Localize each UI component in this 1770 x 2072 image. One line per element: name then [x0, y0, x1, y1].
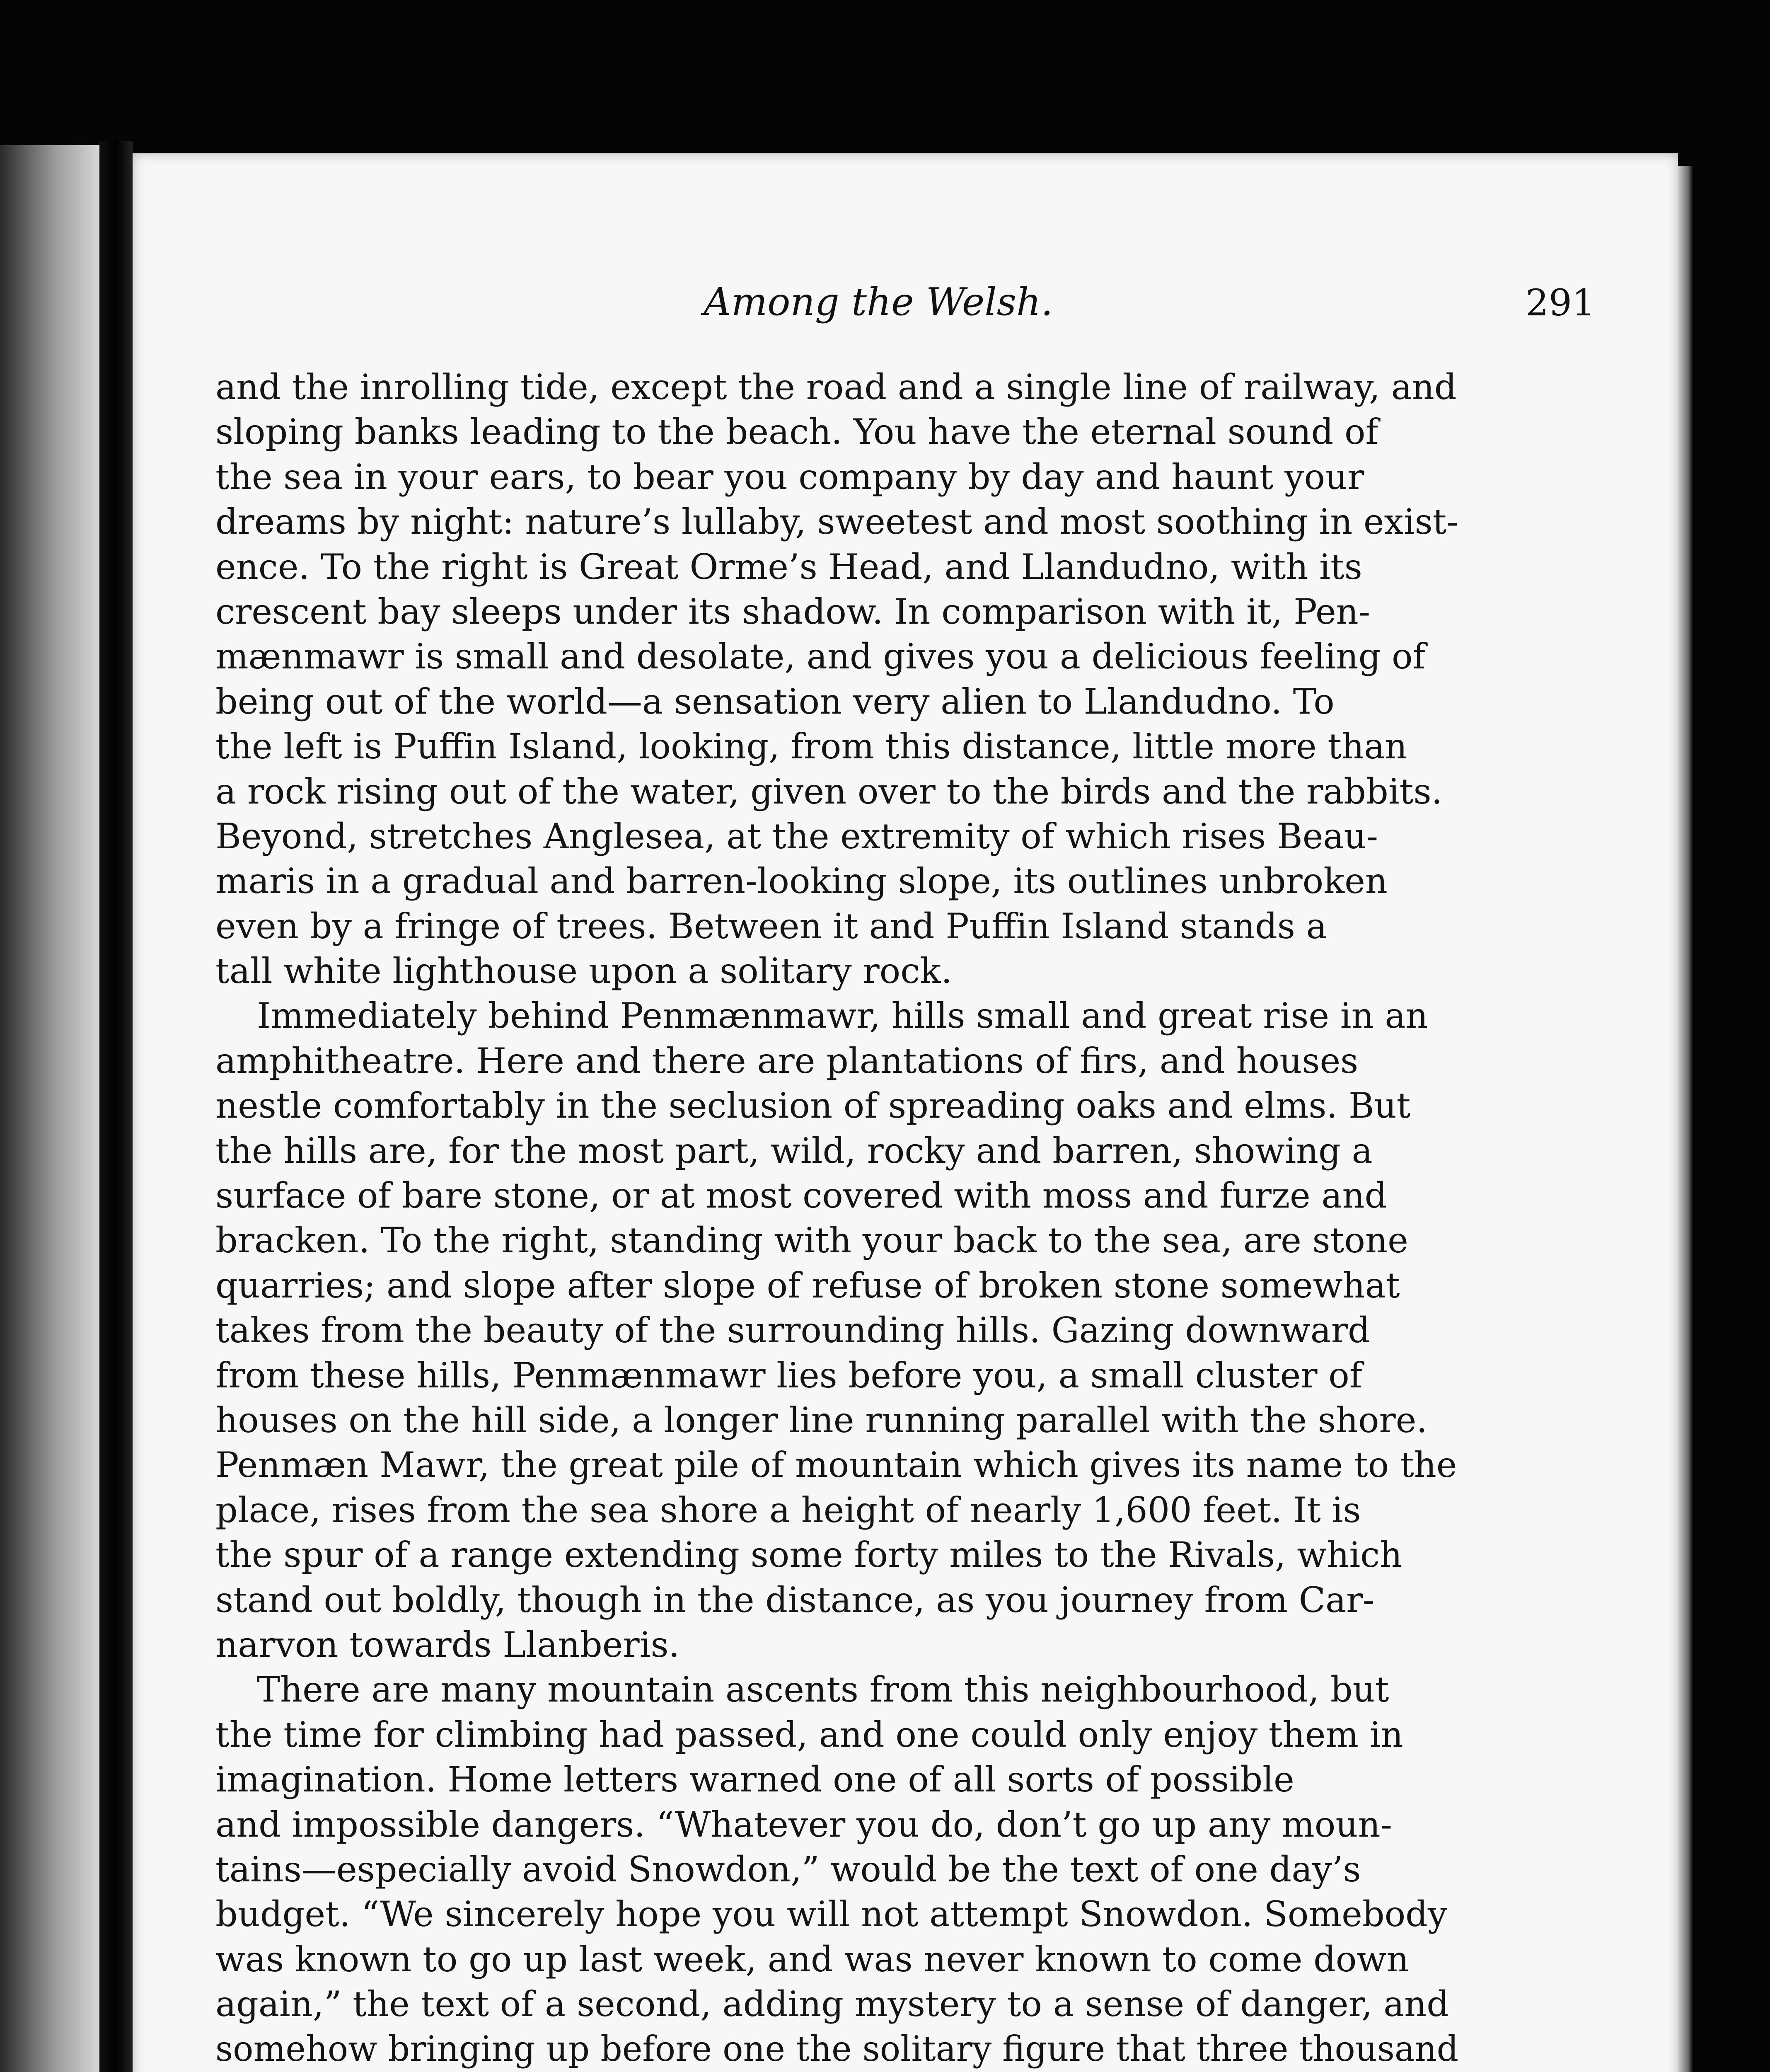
text-line: the time for climbing had passed, and one could only enjoy them in [215, 1714, 1403, 1755]
text-line: tall white lighthouse upon a solitary rock. [215, 951, 952, 992]
text-line: from these hills, Penmænmawr lies before you, a small cluster of [215, 1355, 1362, 1396]
body-text [215, 365, 1458, 2072]
text-line: was known to go up last week, and was never known to come down [215, 1939, 1409, 1980]
book-page [133, 153, 1678, 2072]
text-line: amphitheatre. Here and there are plantations of firs, and houses [215, 1040, 1359, 1081]
running-title: Among the Welsh. [704, 280, 1053, 324]
text-line: takes from the beauty of the surrounding hills. Gazing downward [215, 1310, 1370, 1351]
text-line: again,” the text of a second, adding mystery to a sense of danger, and [215, 1984, 1449, 2025]
text-line: imagination. Home letters warned one of all sorts of possible [215, 1759, 1294, 1800]
text-line: sloping banks leading to the beach. You have the eternal sound of [215, 411, 1378, 453]
text-line: quarries; and slope after slope of refuse of broken stone somewhat [215, 1265, 1400, 1306]
text-line: There are many mountain ascents from this neighbourhood, but [257, 1669, 1389, 1710]
text-line: nestle comfortably in the seclusion of spreading oaks and elms. But [215, 1085, 1411, 1126]
text-line: surface of bare stone, or at most covered with moss and furze and [215, 1175, 1387, 1216]
text-line: the sea in your ears, to bear you company by day and haunt your [215, 456, 1364, 497]
previous-page-edge [0, 145, 99, 2072]
text-line: the spur of a range extending some forty miles to the Rivals, which [215, 1535, 1402, 1576]
text-line: Penmæn Mawr, the great pile of mountain which gives its name to the [215, 1445, 1457, 1486]
text-line: maris in a gradual and barren-looking slope, its outlines unbroken [215, 861, 1388, 902]
text-line: and the inrolling tide, except the road and a single line of railway, and [215, 367, 1457, 407]
text-line: stand out boldly, though in the distance, as you journey from Car- [215, 1579, 1375, 1620]
text-line: dreams by night: nature’s lullaby, sweetest and most soothing in exist- [215, 501, 1458, 542]
text-line: houses on the hill side, a longer line running parallel with the shore. [215, 1399, 1428, 1440]
text-line: mænmawr is small and desolate, and gives you a delicious feeling of [215, 636, 1426, 677]
page-number: 291 [1526, 281, 1595, 324]
text-line: somehow bringing up before one the solitary figure that three thousand [215, 2028, 1459, 2070]
text-line: even by a fringe of trees. Between it and Puffin Island stands a [215, 905, 1327, 946]
text-line: Immediately behind Penmænmawr, hills small and great rise in an [257, 995, 1428, 1036]
text-line: ence. To the right is Great Orme’s Head, and Llandudno, with its [215, 546, 1362, 587]
text-line: the hills are, for the most part, wild, rocky and barren, showing a [215, 1130, 1373, 1171]
book-gutter [99, 141, 133, 2072]
next-page-edge [1678, 166, 1693, 2072]
text-line: narvon towards Llanberis. [215, 1624, 680, 1665]
text-line: the left is Puffin Island, looking, from this distance, little more than [215, 726, 1407, 767]
text-line: place, rises from the sea shore a height of nearly 1,600 feet. It is [215, 1489, 1361, 1530]
running-head [133, 280, 1678, 334]
text-line: budget. “We sincerely hope you will not attempt Snowdon. Somebody [215, 1894, 1448, 1935]
text-line: crescent bay sleeps under its shadow. In comparison with it, Pen- [215, 591, 1371, 632]
text-line: a rock rising out of the water, given over to the birds and the rabbits. [215, 771, 1443, 812]
text-line: tains—especially avoid Snowdon,” would be the text of one day’s [215, 1849, 1361, 1890]
text-line: being out of the world—a sensation very alien to Llandudno. To [215, 681, 1335, 722]
text-line: and impossible dangers. “Whatever you do, don’t go up any moun- [215, 1804, 1392, 1845]
text-line: bracken. To the right, standing with your back to the sea, are stone [215, 1220, 1408, 1261]
text-line: Beyond, stretches Anglesea, at the extremity of which rises Beau- [215, 816, 1378, 857]
